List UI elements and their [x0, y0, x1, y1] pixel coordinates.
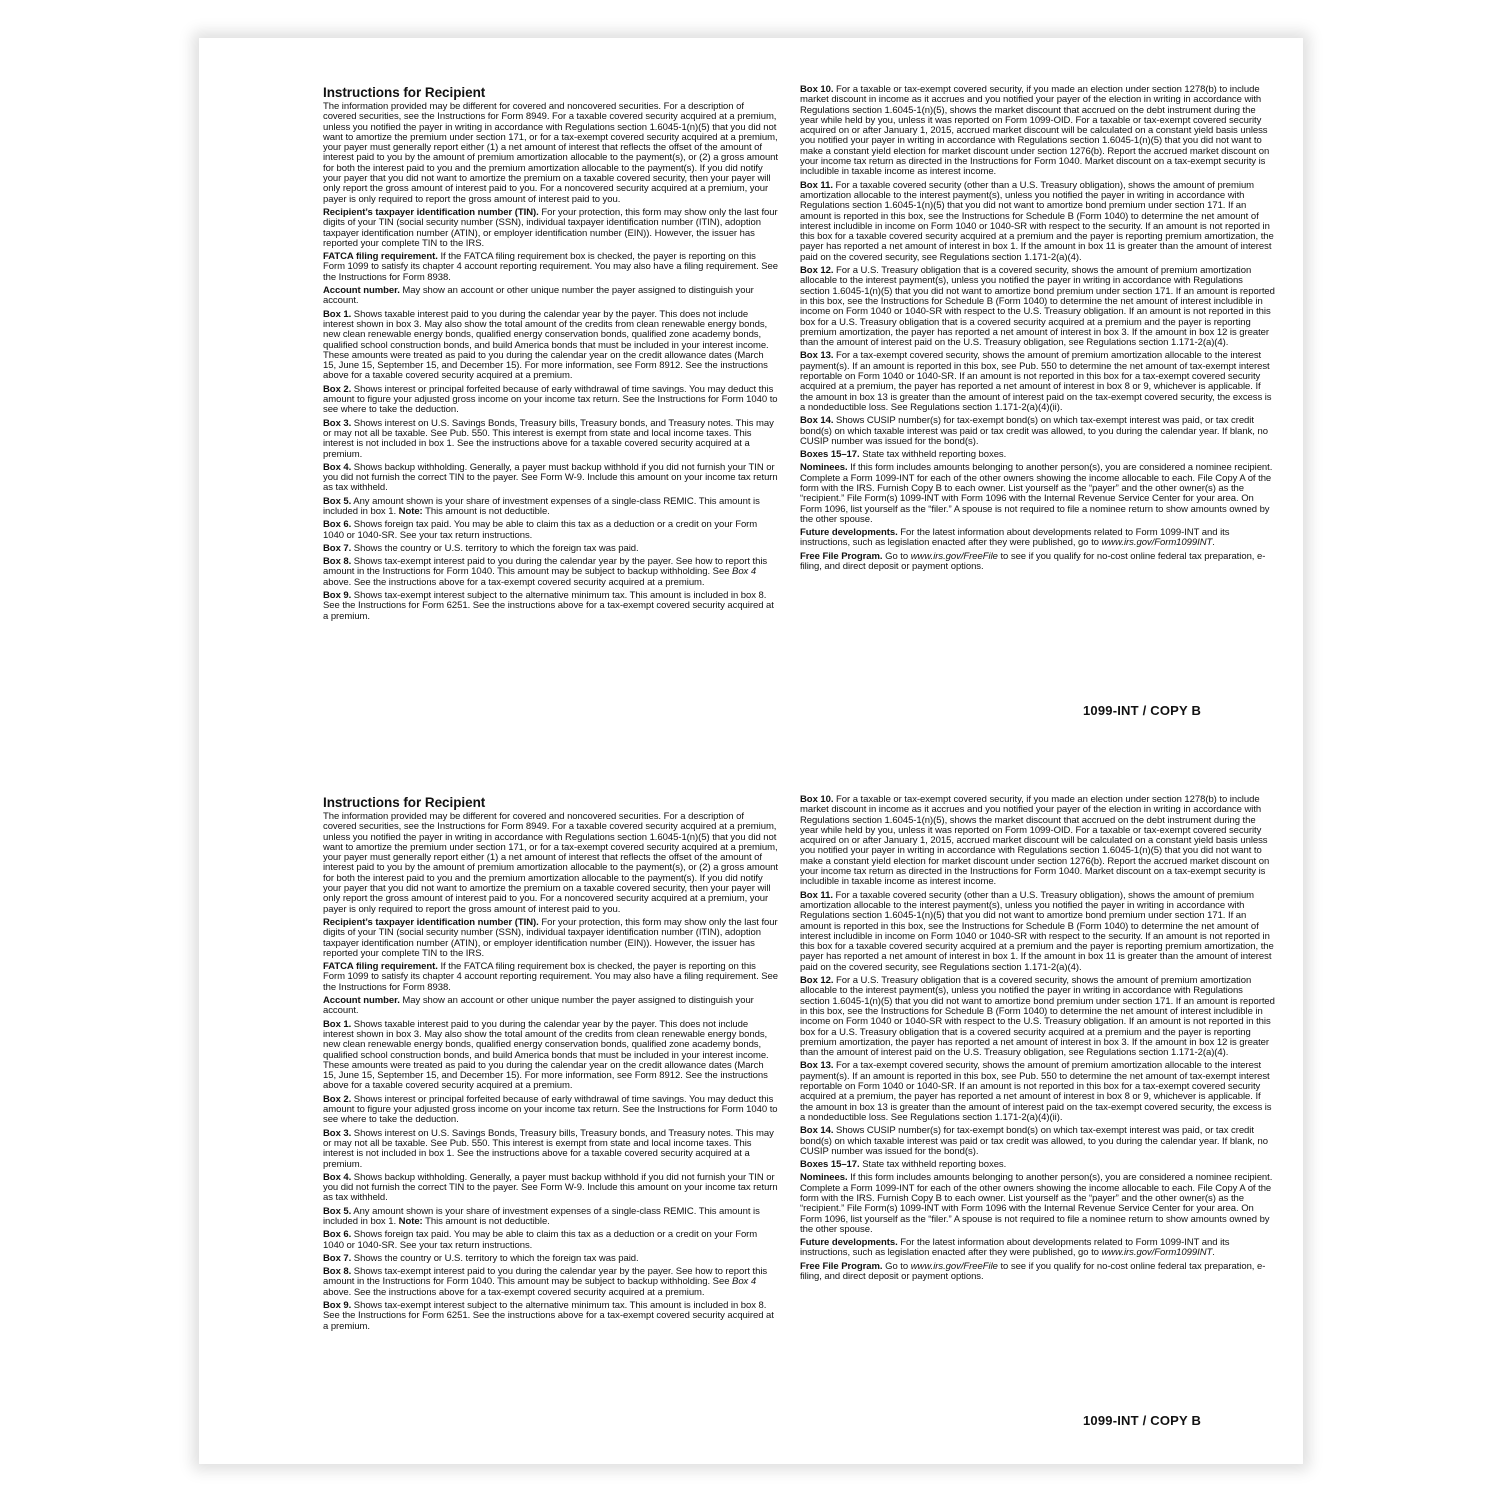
- section-nominees: [800, 1173, 1275, 1235]
- section-text: State tax withheld reporting boxes.: [859, 1159, 1007, 1171]
- emphasis-text: Box 4: [732, 1276, 757, 1288]
- section-text: If this form includes amounts belonging to another person(s), you are considered a nominee recipient. Complete a Form 1099-INT for each of the other owners showing the income allocable to each. File Copy A of the form with the IRS. Furnish Copy B to each owner. List yourself as the “payer” and the other owner(s) as the “recipient.” File Form(s) 1099-INT with Form 1096 with the Internal Revenue Service Center for your area. On Form 1096, list yourself as the “filer.” A spouse is not required to file a nominee return to show amounts owned by the other spouse.: [800, 1172, 1273, 1235]
- section-box-14: [800, 1126, 1275, 1157]
- note-label: Note:: [398, 505, 423, 517]
- section-label: Box 8.: [323, 1266, 352, 1278]
- section-text: Shows tax-exempt interest paid to you during the calendar year by the payer. See how to report this amount in the Instructions for Form 1040. This amount may be subject to backup withholding. See: [323, 556, 768, 578]
- section-text: For a taxable or tax-exempt covered security, if you made an election under section 1278(b) to include market discount in income as it accrues and you notified your payer of the election in writing in accordance with Regulations section 1.6045-1(n)(5), shows the market discount that accrued on the debt instrument during the year while held by you, unless it was reported on Form 1099-OID. For a taxable or tax-exempt covered security acquired on or after January 1, 2015, accrued market discount will be calculated on a constant yield basis unless you notified your payer in writing in accordance with Regulations section 1.6045-1(n)(5) that you did not want to make a constant yield election for market discount under section 1276(b). Report the accrued market discount on your income tax return as directed in the Instructions for Form 1040. Market discount on a tax-exempt security is includible in taxable income as interest income.: [800, 84, 1270, 178]
- section-text: For a taxable covered security (other than a U.S. Treasury obligation), shows the amount of premium amortization allocable to the interest payment(s), unless you notified the payer in writing in accordance with Regulations section 1.6045-1(n)(5) that you did not want to amortize bond premium under section 171. If an amount is reported in this box, see the Instructions for Schedule B (Form 1040) to determine the net amount of interest includible in income on Form 1040 or 1040-SR with respect to the security. If an amount is not reported in this box for a taxable covered security acquired at a premium and the payer is reporting premium amortization, the payer has reported a net amount of interest in box 1. If the amount in box 11 is greater than the amount of interest paid on the covered security, see Regulations section 1.171-2(a)(4).: [800, 179, 1274, 263]
- section-label: Box 6.: [323, 519, 352, 531]
- section-text: For your protection, this form may show only the last four digits of your TIN (social security number (SSN), individual taxpayer identification number (ITIN), adoption taxpayer identification number (ATIN), or employer identification number (EIN)). However, the issuer has reported your complete TIN to the IRS.: [323, 206, 778, 249]
- section-text: For a tax-exempt covered security, shows the amount of premium amortization allocable to the interest payment(s). If an amount is reported in this box, see Pub. 550 to determine the net amount of tax-exempt interest reportable on Form 1040 or 1040-SR. If an amount is not reported in this box for a tax-exempt covered security acquired at a premium, the payer has reported a net amount of interest in box 8 or 9, whichever is applicable. If the amount in box 13 is greater than the amount of interest paid on the tax-exempt covered security, the excess is a nondeductible loss. See Regulations section 1.171-2(a)(4)(ii).: [800, 1060, 1272, 1123]
- section-text: Shows foreign tax paid. You may be able to claim this tax as a deduction or a credit on your Form 1040 or 1040-SR. See your tax return instructions.: [323, 1229, 758, 1251]
- section-free-file-program: [800, 1262, 1275, 1283]
- section-box-6: [323, 1230, 779, 1251]
- section-future-developments: [800, 1238, 1275, 1259]
- section-text: Shows the country or U.S. territory to which the foreign tax was paid.: [351, 542, 639, 554]
- section-text-cont: This amount is not deductible.: [422, 505, 550, 517]
- section-box-9: [323, 591, 779, 622]
- emphasis-text: www.irs.gov/FreeFile: [910, 1260, 998, 1272]
- section-text: Shows tax-exempt interest subject to the alternative minimum tax. This amount is included in box 8. See the Instructions for Form 6251. See the instructions above for a tax-exempt covered security acquired at a premium.: [323, 590, 774, 622]
- section-text: For a taxable or tax-exempt covered security, if you made an election under section 1278(b) to include market discount in income as it accrues and you notified your payer of the election in writing in accordance with Regulations section 1.6045-1(n)(5), shows the market discount that accrued on the debt instrument during the year while held by you, unless it was reported on Form 1099-OID. For a taxable or tax-exempt covered security acquired on or after January 1, 2015, accrued market discount will be calculated on a constant yield basis unless you notified your payer in writing in accordance with Regulations section 1.6045-1(n)(5) that you did not want to make a constant yield election for market discount under section 1276(b). Report the accrued market discount on your income tax return as directed in the Instructions for Form 1040. Market discount on a tax-exempt security is includible in taxable income as interest income.: [800, 794, 1270, 888]
- section-box-4: [323, 1173, 779, 1204]
- section-label: Box 7.: [323, 1252, 352, 1264]
- section-fatca-filing-requirement: [323, 962, 779, 993]
- section-label: Future developments.: [800, 527, 898, 539]
- left-column: [323, 795, 779, 1335]
- section-label: Boxes 15–17.: [800, 449, 860, 461]
- section-label: Box 2.: [323, 383, 352, 395]
- section-label: Box 3.: [323, 417, 352, 429]
- section-future-developments: [800, 528, 1275, 549]
- section-text: If the FATCA filing requirement box is checked, the payer is reporting on this Form 1099 to satisfy its chapter 4 account reporting requirement. You may also have a filing requirement. See the Instructions for Form 8938.: [323, 251, 779, 283]
- section-text: Any amount shown is your share of investment expenses of a single-class REMIC. This amount is included in box 1.: [323, 1205, 760, 1227]
- right-column: [800, 85, 1275, 575]
- section-box-6: [323, 520, 779, 541]
- section-label: Nominees.: [800, 1172, 848, 1184]
- section-text: For a U.S. Treasury obligation that is a covered security, shows the amount of premium amortization allocable to the interest payment(s), unless you notified the payer in writing in accordance with Regulations section 1.6045-1(n)(5) that you did not want to amortize bond premium under section 171. If an amount is reported in this box, see the Instructions for Schedule B (Form 1040) to determine the net amount of interest includible in income on Form 1040 or 1040-SR with respect to the U.S. Treasury obligation. If an amount is not reported in this box for a U.S. Treasury obligation that is a covered security acquired at a premium and the payer is reporting premium amortization, the payer has reported a net amount of interest in box 3. If the amount in box 12 is greater than the amount of interest paid on the U.S. Treasury obligation, see Regulations section 1.171-2(a)(4).: [800, 265, 1275, 349]
- section-label: Box 7.: [323, 542, 352, 554]
- section-text: For the latest information about developments related to Form 1099-INT and its instructions, such as legislation enacted after they were published, go to: [800, 1237, 1230, 1259]
- section-box-12: [800, 266, 1275, 348]
- section-label: Box 11.: [800, 889, 833, 901]
- section-recipient-s-taxpayer-identification-number-tin: [323, 918, 779, 959]
- section-label: Boxes 15–17.: [800, 1159, 860, 1171]
- section-nominees: [800, 463, 1275, 525]
- form-copy-label: 1099-INT / COPY B: [1083, 1413, 1202, 1428]
- section-label: FATCA filing requirement.: [323, 961, 438, 973]
- section-box-1: [323, 1020, 779, 1092]
- section-text: Shows the country or U.S. territory to which the foreign tax was paid.: [351, 1252, 639, 1264]
- section-text: May show an account or other unique number the payer assigned to distinguish your account.: [323, 285, 754, 307]
- section-recipient-s-taxpayer-identification-number-tin: [323, 208, 779, 249]
- section-label: Box 10.: [800, 794, 834, 805]
- section-label: Box 5.: [323, 1205, 352, 1217]
- section-text: Shows interest on U.S. Savings Bonds, Treasury bills, Treasury bonds, and Treasury notes. This may or may not all be taxable. See Pub. 550. This interest is exempt from state and local income taxes. This interest is not included in box 1. See the instructions above for a taxable covered security acquired at a premium.: [323, 417, 774, 460]
- section-box-9: [323, 1301, 779, 1332]
- form-sheet: [199, 38, 1303, 1464]
- section-label: Box 9.: [323, 1300, 352, 1312]
- section-label: Box 1.: [323, 308, 352, 320]
- section-box-8: [323, 557, 779, 588]
- section-text: If the FATCA filing requirement box is checked, the payer is reporting on this Form 1099 to satisfy its chapter 4 account reporting requirement. You may also have a filing requirement. See the Instructions for Form 8938.: [323, 961, 779, 993]
- section-text-cont: .: [1212, 537, 1215, 549]
- section-box-5: [323, 497, 779, 518]
- section-box-10: [800, 795, 1275, 888]
- section-label: Recipient’s taxpayer identification number (TIN).: [323, 206, 539, 218]
- section-label: Box 1.: [323, 1018, 352, 1030]
- form-copy-label: 1099-INT / COPY B: [1083, 703, 1202, 718]
- intro-paragraph: The information provided may be different for covered and noncovered securities. For a description of covered securities, see the Instructions for Form 8949. For a taxable covered security acquired at a premium, unless you notified the payer in writing in accordance with Regulations section 1.6045-1(n)(5) that you did not want to amortize the premium under section 171, or for a tax-exempt covered security acquired at a premium, your payer must generally report either (1) a net amount of interest that reflects the offset of the amount of interest paid to you by the amount of premium amortization allocable to the payment(s), or (2) a gross amount for both the interest paid to you and the premium amortization allocable to the payment(s). If you did notify your payer that you did not want to amortize the premium on a taxable covered security, then your payer will only report the gross amount of interest paid to you. For a noncovered security acquired at a premium, your payer is only required to report the gross amount of interest paid to you.: [323, 811, 778, 915]
- section-text-cont: to see if you qualify for no-cost online federal tax preparation, e-filing, and direct deposit or payment options.: [800, 550, 1266, 573]
- section-text: Shows backup withholding. Generally, a payer must backup withhold if you did not furnish your TIN or you did not furnish the correct TIN to the payer. See Form W-9. Include this amount on your income tax return as tax withheld.: [323, 461, 778, 494]
- section-label: Free File Program.: [800, 550, 883, 562]
- section-box-8: [323, 1267, 779, 1298]
- section-text: Shows backup withholding. Generally, a payer must backup withhold if you did not furnish your TIN or you did not furnish the correct TIN to the payer. See Form W-9. Include this amount on your income tax return as tax withheld.: [323, 1171, 778, 1204]
- section-text: Shows foreign tax paid. You may be able to claim this tax as a deduction or a credit on your Form 1040 or 1040-SR. See your tax return instructions.: [323, 519, 758, 541]
- section-text: Go to: [882, 550, 911, 562]
- section-text: Shows tax-exempt interest subject to the alternative minimum tax. This amount is included in box 8. See the Instructions for Form 6251. See the instructions above for a tax-exempt covered security acquired at a premium.: [323, 1300, 774, 1332]
- section-label: Box 13.: [800, 350, 834, 362]
- section-text: Shows interest or principal forfeited because of early withdrawal of time savings. You may deduct this amount to figure your adjusted gross income on your income tax return. See the Instructions for Form 1040 to see where to take the deduction.: [323, 383, 778, 416]
- section-account-number: [323, 286, 779, 307]
- section-text: For your protection, this form may show only the last four digits of your TIN (social security number (SSN), individual taxpayer identification number (ITIN), adoption taxpayer identification number (ATIN), or employer identification number (EIN)). However, the issuer has reported your complete TIN to the IRS.: [323, 916, 778, 959]
- section-text: If this form includes amounts belonging to another person(s), you are considered a nominee recipient. Complete a Form 1099-INT for each of the other owners showing the income allocable to each. File Copy A of the form with the IRS. Furnish Copy B to each owner. List yourself as the “payer” and the other owner(s) as the “recipient.” File Form(s) 1099-INT with Form 1096 with the Internal Revenue Service Center for your area. On Form 1096, list yourself as the “filer.” A spouse is not required to file a nominee return to show amounts owned by the other spouse.: [800, 462, 1273, 525]
- section-label: Box 9.: [323, 590, 352, 602]
- section-text: For a tax-exempt covered security, shows the amount of premium amortization allocable to the interest payment(s). If an amount is reported in this box, see Pub. 550 to determine the net amount of tax-exempt interest reportable on Form 1040 or 1040-SR. If an amount is not reported in this box for a tax-exempt covered security acquired at a premium, the payer has reported a net amount of interest in box 8 or 9, whichever is applicable. If the amount in box 13 is greater than the amount of interest paid on the tax-exempt covered security, the excess is a nondeductible loss. See Regulations section 1.171-2(a)(4)(ii).: [800, 350, 1272, 413]
- section-text: Shows taxable interest paid to you during the calendar year by the payer. This does not include interest shown in box 3. May also show the total amount of the credits from clean renewable energy bonds, new clean renewable energy bonds, qualified energy conservation bonds, qualified zone academy bonds, qualified school construction bonds, and build America bonds that must be included in your interest income. These amounts were treated as paid to you during the calendar year on the credit allowance dates (March 15, June 15, September 15, and December 15). For more information, see Form 8912. See the instructions above for a taxable covered security acquired at a premium.: [323, 308, 769, 382]
- section-label: Box 12.: [800, 975, 834, 987]
- section-box-11: [800, 891, 1275, 973]
- section-box-2: [323, 385, 779, 416]
- note-label: Note:: [398, 1215, 423, 1227]
- section-label: Box 12.: [800, 265, 834, 277]
- section-label: Box 14.: [800, 1125, 834, 1137]
- section-text: Shows CUSIP number(s) for tax-exempt bond(s) on which tax-exempt interest was paid, or tax credit bond(s) on which taxable interest was paid or tax credit was allowed, to you during the calendar year. If blank, no CUSIP number was issued for the bond(s).: [800, 415, 1268, 447]
- section-text: Go to: [882, 1260, 911, 1272]
- section-text: Shows CUSIP number(s) for tax-exempt bond(s) on which tax-exempt interest was paid, or tax credit bond(s) on which taxable interest was paid or tax credit was allowed, to you during the calendar year. If blank, no CUSIP number was issued for the bond(s).: [800, 1125, 1268, 1157]
- section-box-7: [323, 544, 779, 554]
- section-boxes-15-17: [800, 1160, 1275, 1170]
- section-box-3: [323, 1129, 779, 1170]
- section-free-file-program: [800, 552, 1275, 573]
- section-box-13: [800, 1061, 1275, 1123]
- section-box-3: [323, 419, 779, 460]
- section-text: Any amount shown is your share of investment expenses of a single-class REMIC. This amount is included in box 1.: [323, 495, 760, 517]
- section-account-number: [323, 996, 779, 1017]
- section-box-12: [800, 976, 1275, 1058]
- section-label: Account number.: [323, 995, 400, 1007]
- section-text-cont: This amount is not deductible.: [422, 1215, 550, 1227]
- section-box-11: [800, 181, 1275, 263]
- section-box-14: [800, 416, 1275, 447]
- section-text-cont: .: [1212, 1247, 1215, 1259]
- section-label: FATCA filing requirement.: [323, 251, 438, 263]
- section-label: Box 10.: [800, 84, 834, 95]
- section-text: For the latest information about developments related to Form 1099-INT and its instructions, such as legislation enacted after they were published, go to: [800, 527, 1230, 549]
- emphasis-text: www.irs.gov/Form1099INT: [1101, 1247, 1213, 1259]
- section-heading: Instructions for Recipient: [323, 795, 486, 810]
- section-label: Box 6.: [323, 1229, 352, 1241]
- section-label: Nominees.: [800, 462, 848, 474]
- section-box-7: [323, 1254, 779, 1264]
- section-text-cont: above. See the instructions above for a tax-exempt covered security acquired at a premium.: [323, 1286, 705, 1298]
- section-label: Box 4.: [323, 1171, 352, 1183]
- copy-b-bottom: [323, 795, 1273, 1445]
- section-heading: Instructions for Recipient: [323, 85, 486, 100]
- section-box-5: [323, 1207, 779, 1228]
- section-label: Box 8.: [323, 556, 352, 568]
- section-text: May show an account or other unique number the payer assigned to distinguish your account.: [323, 995, 754, 1017]
- section-text: Shows taxable interest paid to you during the calendar year by the payer. This does not include interest shown in box 3. May also show the total amount of the credits from clean renewable energy bonds, new clean renewable energy bonds, qualified energy conservation bonds, qualified zone academy bonds, qualified school construction bonds, and build America bonds that must be included in your interest income. These amounts were treated as paid to you during the calendar year on the credit allowance dates (March 15, June 15, September 15, and December 15). For more information, see Form 8912. See the instructions above for a taxable covered security acquired at a premium.: [323, 1018, 769, 1092]
- emphasis-text: www.irs.gov/Form1099INT: [1101, 537, 1213, 549]
- section-label: Box 3.: [323, 1127, 352, 1139]
- copy-b-top: [323, 85, 1273, 735]
- section-label: Box 11.: [800, 179, 833, 191]
- section-text: Shows interest or principal forfeited because of early withdrawal of time savings. You may deduct this amount to figure your adjusted gross income on your income tax return. See the Instructions for Form 1040 to see where to take the deduction.: [323, 1093, 778, 1126]
- section-label: Free File Program.: [800, 1260, 883, 1272]
- section-label: Box 14.: [800, 415, 834, 427]
- section-fatca-filing-requirement: [323, 252, 779, 283]
- section-text: For a taxable covered security (other than a U.S. Treasury obligation), shows the amount of premium amortization allocable to the interest payment(s), unless you notified the payer in writing in accordance with Regulations section 1.6045-1(n)(5) that you did not want to amortize bond premium under section 171. If an amount is reported in this box, see the Instructions for Schedule B (Form 1040) to determine the net amount of interest includible in income on Form 1040 or 1040-SR with respect to the security. If an amount is not reported in this box for a taxable covered security acquired at a premium and the payer is reporting premium amortization, the payer has reported a net amount of interest in box 1. If the amount in box 11 is greater than the amount of interest paid on the covered security, see Regulations section 1.171-2(a)(4).: [800, 889, 1274, 973]
- section-label: Account number.: [323, 285, 400, 297]
- section-box-4: [323, 463, 779, 494]
- section-text: Shows interest on U.S. Savings Bonds, Treasury bills, Treasury bonds, and Treasury notes. This may or may not all be taxable. See Pub. 550. This interest is exempt from state and local income taxes. This interest is not included in box 1. See the instructions above for a taxable covered security acquired at a premium.: [323, 1127, 774, 1170]
- section-box-13: [800, 351, 1275, 413]
- left-column: [323, 85, 779, 625]
- section-box-10: [800, 85, 1275, 178]
- section-text: For a U.S. Treasury obligation that is a covered security, shows the amount of premium amortization allocable to the interest payment(s), unless you notified the payer in writing in accordance with Regulations section 1.6045-1(n)(5) that you did not want to amortize bond premium under section 171. If an amount is reported in this box, see the Instructions for Schedule B (Form 1040) to determine the net amount of interest includible in income on Form 1040 or 1040-SR with respect to the U.S. Treasury obligation. If an amount is not reported in this box for a U.S. Treasury obligation that is a covered security acquired at a premium and the payer is reporting premium amortization, the payer has reported a net amount of interest in box 3. If the amount in box 12 is greater than the amount of interest paid on the U.S. Treasury obligation, see Regulations section 1.171-2(a)(4).: [800, 975, 1275, 1059]
- emphasis-text: www.irs.gov/FreeFile: [910, 550, 998, 562]
- section-label: Recipient’s taxpayer identification number (TIN).: [323, 916, 539, 928]
- section-label: Box 13.: [800, 1060, 834, 1072]
- section-label: Box 5.: [323, 495, 352, 507]
- section-text-cont: above. See the instructions above for a tax-exempt covered security acquired at a premium.: [323, 576, 705, 588]
- section-text: State tax withheld reporting boxes.: [859, 449, 1007, 461]
- emphasis-text: Box 4: [732, 566, 757, 578]
- section-label: Box 2.: [323, 1093, 352, 1105]
- right-column: [800, 795, 1275, 1285]
- section-box-2: [323, 1095, 779, 1126]
- section-text: Shows tax-exempt interest paid to you during the calendar year by the payer. See how to report this amount in the Instructions for Form 1040. This amount may be subject to backup withholding. See: [323, 1266, 768, 1288]
- section-box-1: [323, 310, 779, 382]
- section-boxes-15-17: [800, 450, 1275, 460]
- section-label: Future developments.: [800, 1237, 898, 1249]
- section-text-cont: to see if you qualify for no-cost online federal tax preparation, e-filing, and direct deposit or payment options.: [800, 1260, 1266, 1283]
- section-label: Box 4.: [323, 461, 352, 473]
- intro-paragraph: The information provided may be different for covered and noncovered securities. For a description of covered securities, see the Instructions for Form 8949. For a taxable covered security acquired at a premium, unless you notified the payer in writing in accordance with Regulations section 1.6045-1(n)(5) that you did not want to amortize the premium under section 171, or for a tax-exempt covered security acquired at a premium, your payer must generally report either (1) a net amount of interest that reflects the offset of the amount of interest paid to you by the amount of premium amortization allocable to the payment(s), or (2) a gross amount for both the interest paid to you and the premium amortization allocable to the payment(s). If you did notify your payer that you did not want to amortize the premium on a taxable covered security, then your payer will only report the gross amount of interest paid to you. For a noncovered security acquired at a premium, your payer is only required to report the gross amount of interest paid to you.: [323, 101, 778, 205]
